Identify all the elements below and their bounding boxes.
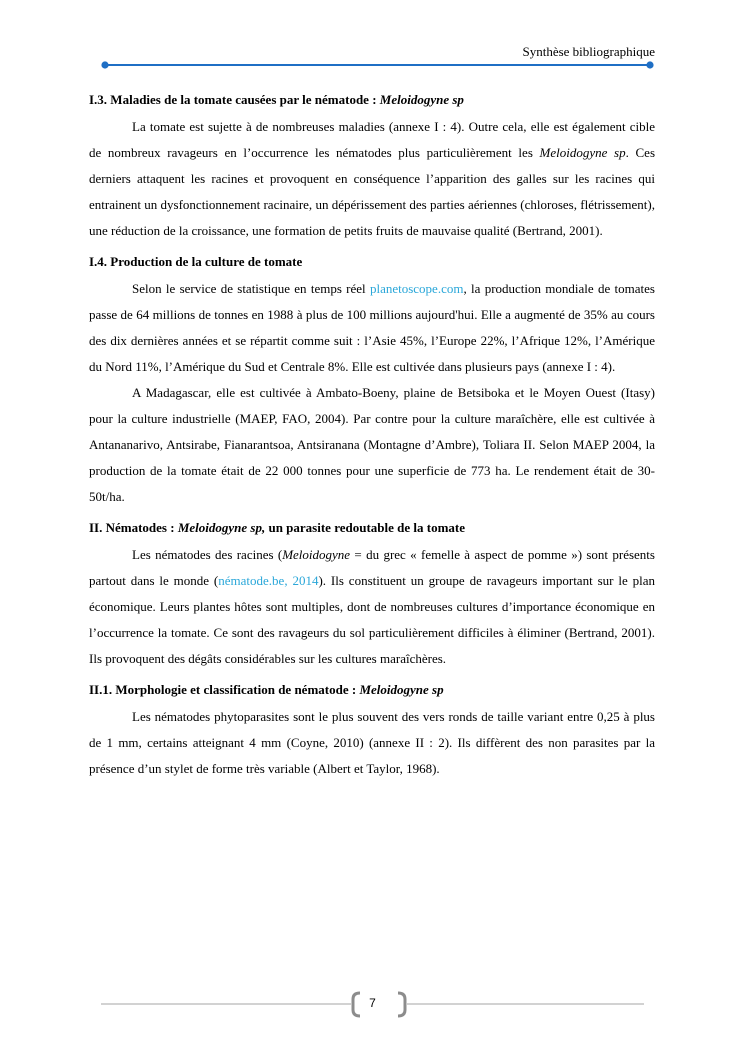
page-footer [101, 990, 644, 1020]
page-number: 7 [369, 996, 376, 1010]
paragraph-madagascar: A Madagascar, elle est cultivée à Ambato-Boeny, plaine de Betsiboka et le Moyen Ouest (Itasy) pour la culture industrielle (MAEP, FAO, 2004). Par contre pour la culture maraîchère, elle est cultivée à Antananarivo, Antsirabe, Fianarantsoa, Antsiranana (Montagne d’Ambre), Toliara II. Selon MAEP 2004, la production de la tomate était de 22 000 tonnes pour une superficie de 773 ha. Le rendement était de 30-50t/ha. [89, 385, 655, 504]
page-body [89, 90, 655, 790]
header-rule [101, 60, 654, 70]
paragraph-maladies: La tomate est sujette à de nombreuses maladies (annexe I : 4). Outre cela, elle est également cible de nombreux ravageurs en l’occurrence les nématodes plus particulièrement les Meloidogyne sp. Ces derniers attaquent les racines et provoquent en conséquence l’apparition des galles sur les racines qui entrainent un dysfonctionnement racinaire, un dépérissement des parties aériennes (chloroses, flétrissement), une réduction de la croissance, une formation de petits fruits de mauvaise qualité (Bertrand, 2001). [89, 119, 656, 238]
running-header: Synthèse bibliographique [522, 44, 655, 59]
section-heading-i3: I.3. Maladies de la tomate causées par le nématode : Meloidogyne sp [89, 92, 464, 107]
paragraph-nematodes: Les nématodes des racines (Meloidogyne = du grec « femelle à aspect de pomme ») sont présents partout dans le monde (nématode.be, 2014). Ils constituent un groupe de ravageurs important sur le plan économique. Leurs plantes hôtes sont multiples, dont de nombreuses cultures d’importance économique en l’occurrence la tomate. Ce sont des ravageurs du sol particulièrement difficiles à éliminer (Bertrand, 2001). Ils provoquent des dégâts considérables sur les cultures maraîchères. [89, 547, 655, 666]
link-nematode-be[interactable]: nématode.be, 2014 [218, 573, 319, 588]
section-heading-ii1: II.1. Morphologie et classification de nématode : Meloidogyne sp [89, 682, 444, 697]
section-heading-ii: II. Nématodes : Meloidogyne sp, un parasite redoutable de la tomate [89, 520, 466, 535]
paragraph-morphologie: Les nématodes phytoparasites sont le plus souvent des vers ronds de taille variant entre 0,25 à plus de 1 mm, certains atteignant 4 mm (Coyne, 2010) (annexe II : 2). Ils diffèrent des non parasites par la présence d’un stylet de forme très variable (Albert et Taylor, 1968). [89, 709, 655, 776]
section-heading-i4: I.4. Production de la culture de tomate [89, 254, 303, 269]
paragraph-production-mondiale: Selon le service de statistique en temps réel planetoscope.com, la production mondiale de tomates passe de 64 millions de tonnes en 1988 à plus de 100 millions aujourd'hui. Elle a augmenté de 35% au cours des dix dernières années et se répartit comme suit : l’Asie 45%, l’Europe 22%, l’Afrique 12%, l’Amérique du Nord 11%, l’Amérique du Sud et Centrale 8%. Elle est cultivée dans plusieurs pays (annexe I : 4). [89, 281, 655, 374]
link-planetoscope[interactable]: planetoscope.com [369, 281, 464, 296]
